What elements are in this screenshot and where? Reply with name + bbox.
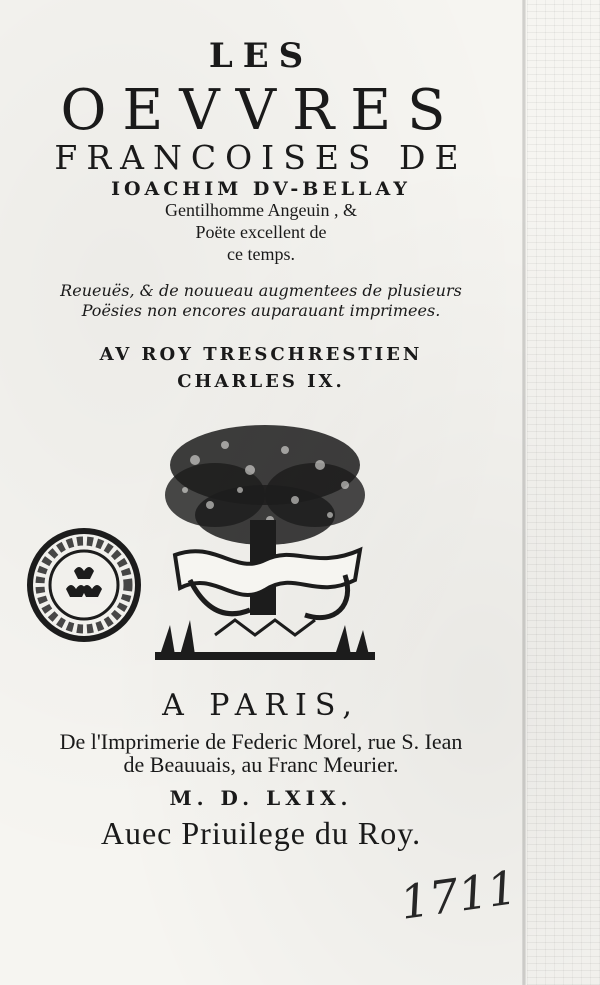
page-margin [527,0,600,985]
revision-note-line: Poësies non encores auparauant imprimees. [81,301,441,320]
publication-year: M. D. LXIX. [169,786,353,810]
dedication-line: AV ROY TRESCHRESTIEN [99,344,423,365]
page-fold-shadow [522,0,526,985]
imprint-line: de Beauuais, au Franc Meurier. [123,752,399,777]
author-description-line: Poëte excellent de [195,222,327,242]
manuscript-note: 1711 [396,860,521,930]
revision-note-line: Reueuës, & de nouueau augmentees de plusieurs [60,281,462,300]
library-stamp-icon [26,527,142,643]
author-description-line: ce temps. [227,244,295,264]
title-oeuvres: OEVVRES [60,78,462,143]
imprint-place: A PARIS, [162,688,360,723]
dedication-line: CHARLES IX. [177,371,345,392]
printers-mark-tree-icon [155,420,375,665]
imprint-line: De l'Imprimerie de Federic Morel, rue S. Iean [59,729,463,754]
privilege-statement: Auec Priuilege du Roy. [100,815,422,851]
title-les: LES [208,36,314,76]
author-name: IOACHIM DV-BELLAY [111,178,411,200]
author-description-line: Gentilhomme Angeuin , & [165,200,357,220]
title-francoises: FRANCOISES DE [54,138,468,177]
